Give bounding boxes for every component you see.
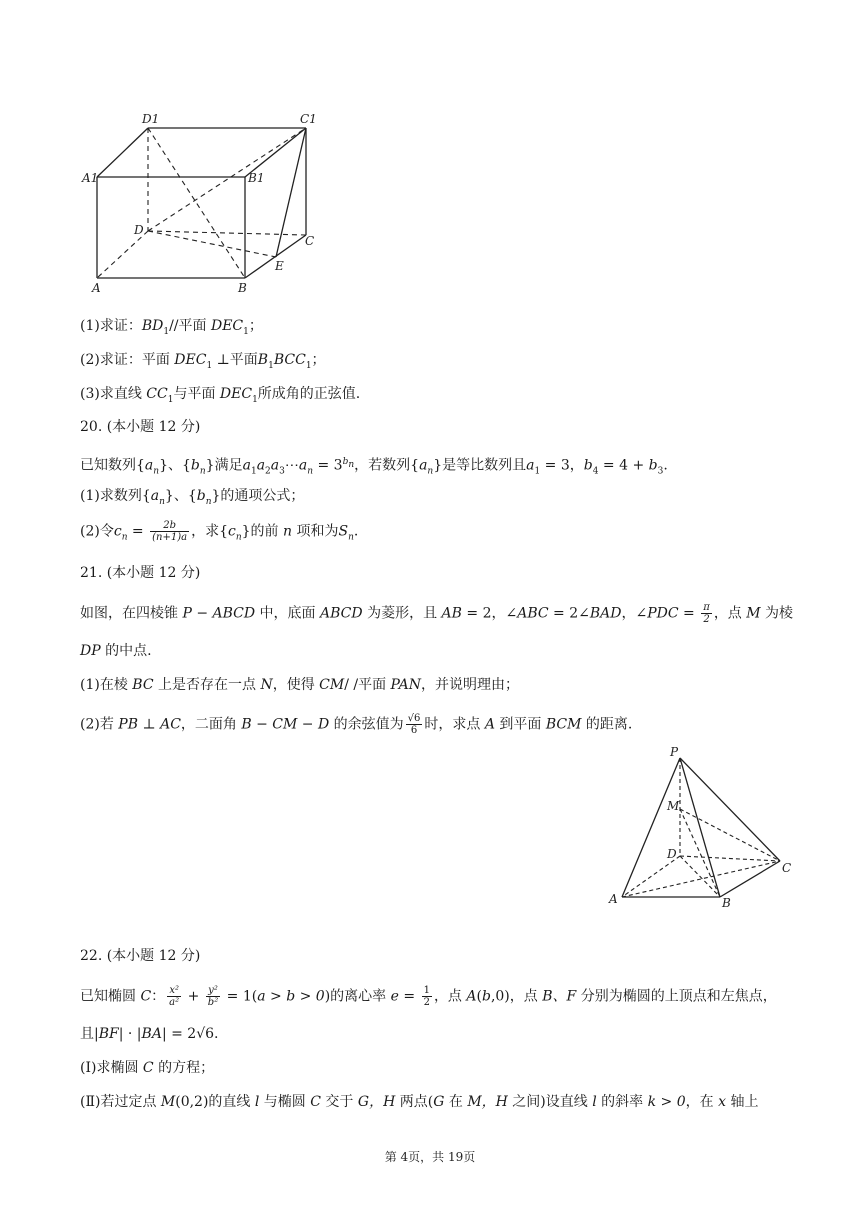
label-A: A [92,281,101,295]
q20-statement: 已知数列$\{a_n\}$、$\{b_n\}$满足$a_1a_2a_3\cdots a_n = 3^{b_n}$，若数列$\{a_n\}$是等比数列且$a_1 = 3$，$b_4 = 4 + b_3$. [80,457,668,477]
label-P: P [670,745,679,759]
q19-part1: (1)求证：$BD_1//$平面 $DEC_1$； [80,318,263,337]
label-C: C [782,861,792,875]
pyramid-diagram [600,745,800,910]
pyramid-figure [600,745,800,910]
q21-heading: 21. (本小题 12 分) [80,565,201,581]
q20-heading: 20. (本小题 12 分) [80,419,201,435]
label-E: E [275,259,284,273]
q21-statement-line1: 如图，在四棱锥 P − ABCD 中，底面 ABCD 为菱形，且 AB = 2，∠ABC = 2∠BAD，∠PDC = $\frac{\pi}{2}$ ，点 M 为棱 [80,602,794,625]
label-M: M [667,799,680,813]
q21-part1: (1)在棱 BC 上是否存在一点 N，使得 CM/ /平面 PAN，并说明理由； [80,677,520,693]
label-D1: D1 [142,112,160,126]
q20-part2: (2)令$c_n$ = $\frac{2b}{(n+1)a}$ ，求$\{c_n\}$的前 n 项和为$S_n$. [80,520,359,543]
q22-part2: (Ⅱ)若过定点 M(0,2)的直线 l 与椭圆 C 交于 G，H 两点(G 在 M，H 之间)设直线 l 的斜率 k > 0，在 x 轴上 [80,1094,759,1110]
q19-part2: (2)求证：平面 $DEC_1$ ⊥平面$B_1BCC_1$； [80,352,326,371]
label-D: D [667,847,677,861]
q22-heading: 22. (本小题 12 分) [80,948,201,964]
label-B1: B1 [248,171,265,185]
q22-statement-line1: 已知椭圆 C： $\frac{\text{x²}}{\text{a²}}$ + $\frac{\text{y²}}{\text{b²}}$ = 1(a > b > 0)的离心率 e = $\frac{1}{2}$ ，点 A(b,0)，点 B、F 分别为椭圆的上顶点和左焦点， [80,985,777,1008]
label-D: D [134,223,144,237]
q20-part1: (1)求数列$\{a_n\}$、$\{b_n\}$的通项公式； [80,488,305,507]
label-B: B [238,281,247,295]
prism-figure [80,110,320,300]
page-footer: 第 4页，共 19页 [384,1150,476,1164]
label-A1: A1 [82,171,99,185]
label-C1: C1 [300,112,317,126]
label-C: C [305,234,315,248]
label-A: A [609,892,618,906]
label-B: B [722,896,731,910]
q22-part1: (Ⅰ)求椭圆 C 的方程； [80,1060,215,1076]
q21-statement-line2: DP 的中点. [80,643,152,659]
prism-diagram [80,110,320,300]
q22-statement-line2: 且|BF| · |BA| = 2√6. [80,1026,219,1042]
q21-part2: (2)若 PB ⊥ AC，二面角 B − CM − D 的余弦值为 $\frac{√6}{6}$ 时，求点 A 到平面 BCM 的距离. [80,713,633,736]
q19-part3: (3)求直线 $CC_1$与平面 $DEC_1$所成角的正弦值. [80,386,361,405]
